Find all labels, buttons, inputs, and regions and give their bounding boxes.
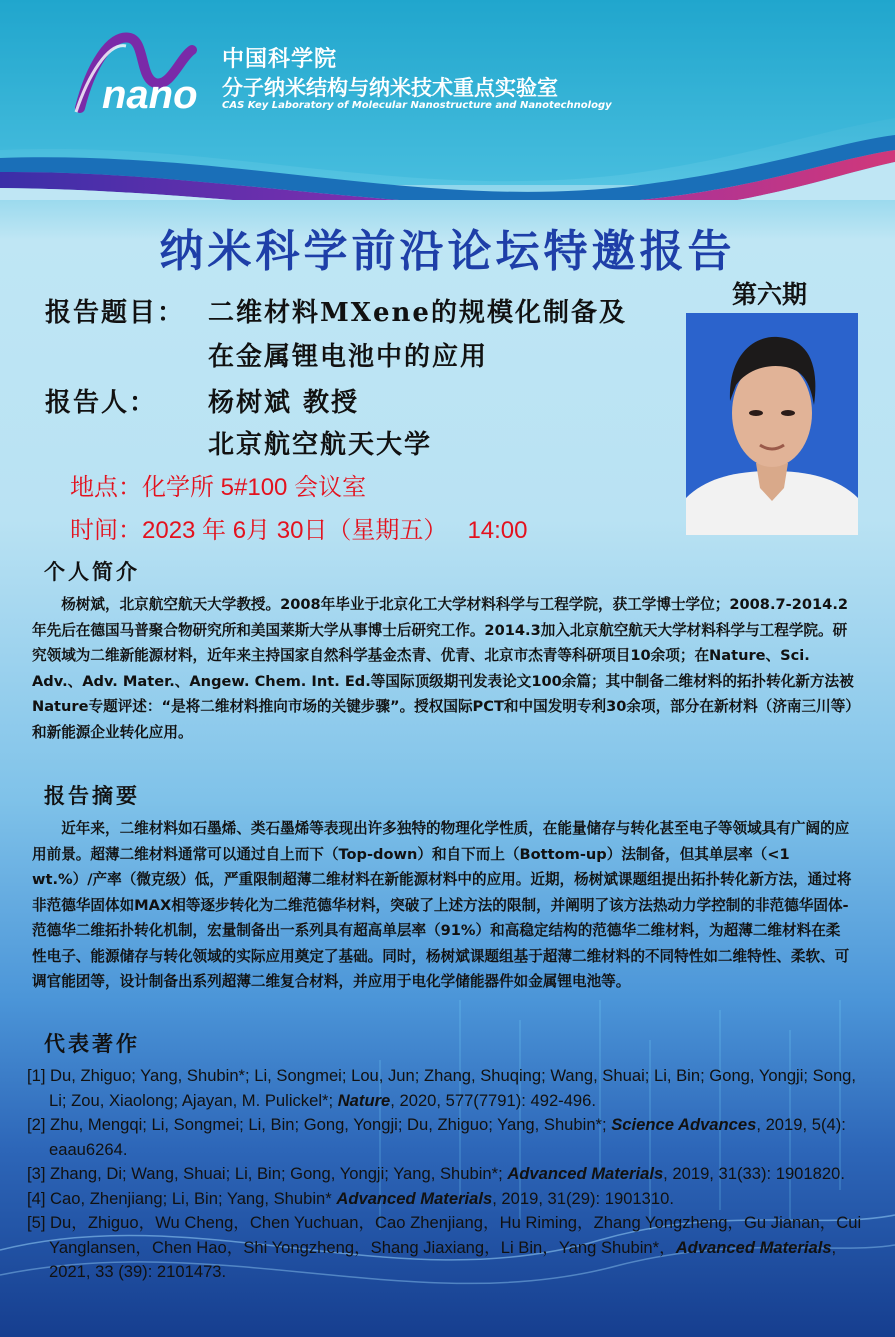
lab-name-en: CAS Key Laboratory of Molecular Nanostructure and Nanotechnology: [222, 100, 612, 111]
location-text: 地点：化学所 5#100 会议室: [70, 474, 367, 501]
publication-item: [4] Cao, Zhenjiang; Li, Bin; Yang, Shubin* Advanced Materials, 2019, 31(29): 1901310.: [27, 1188, 674, 1208]
nano-logo: [70, 28, 200, 118]
publications-heading: 代表著作: [44, 1031, 140, 1056]
publication-item: [3] Zhang, Di; Wang, Shuai; Li, Bin; Gong, Yongji; Yang, Shubin*; Advanced Materials, 2019, 31(33): 1901820.: [27, 1164, 845, 1183]
publication-list: [27, 1064, 867, 1285]
talk-title-label: 报告题目：: [45, 298, 186, 328]
speaker-name: 杨树斌 教授: [208, 388, 360, 418]
issue-label: 第六期: [732, 280, 808, 309]
publication-item: [1] Du, Zhiguo; Yang, Shubin*; Li, Songmei; Lou, Jun; Zhang, Shuqing; Wang, Shuai; Li, Bin; Gong, Yongji; Song, Li; Zou, Xiaolong; Ajayan, M. Pulickel*; Nature, 2020, 577(7791): 492-496.: [27, 1066, 857, 1110]
logo-text: nano: [102, 73, 198, 117]
bio-heading: 个人简介: [44, 559, 140, 584]
speaker-label: 报告人：: [45, 388, 158, 418]
institution-name: 中国科学院: [222, 47, 338, 72]
abstract-heading: 报告摘要: [44, 783, 140, 808]
bio-text: 杨树斌，北京航空航天大学教授。2008年毕业于北京化工大学材料科学与工程学院，获工学博士学位；2008.7-2014.2年先后在德国马普聚合物研究所和美国莱斯大学从事博士后研究工作。2014.3加入北京航空航天大学材料科学与工程学院。研究领域为二维新能源材料，近年来主持国家自然科学基金杰青、优青、北京市杰青等科研项目10余项；在Nature、Sci. Adv.、Adv. Mater.、Angew. Chem. Int. Ed.等国际顶级期刊发表论文100余篇；其中制备二维材料的拓扑转化新方法被Nature专题评述：“是将二维材料推向市场的关键步骤”。授权国际PCT和中国发明专利30余项，部分在新材料（济南三川等）和新能源企业转化应用。: [32, 596, 854, 741]
talk-title-line1: 二维材料MXene的规模化制备及: [208, 298, 627, 328]
time-text: 时间：2023 年 6月 30日（星期五） 14:00: [70, 517, 528, 544]
publication-item: [2] Zhu, Mengqi; Li, Songmei; Li, Bin; Gong, Yongji; Du, Zhiguo; Yang, Shubin*; Science Advances, 2019, 5(4): eaau6264.: [27, 1115, 846, 1159]
abstract-text: 近年来，二维材料如石墨烯、类石墨烯等表现出许多独特的物理化学性质，在能量储存与转化甚至电子等领域具有广阔的应用前景。超薄二维材料通常可以通过自上而下（Top-down）和自下而上（Bottom-up）法制备，但其单层率（<1 wt.%）/产率（微克级）低，严重限制超薄二维材料在新能源材料中的应用。近期，杨树斌课题组提出拓扑转化新方法，通过将非范德华固体如MAX相等逐步转化为二维范德华材料，突破了上述方法的限制，并阐明了该方法热动力学控制的非范德华固体-范德华二维拓扑转化机制，宏量制备出一系列具有超高单层率（91%）和高稳定结构的范德华二维材料，为超薄二维材料在柔性电子、能源储存与转化领域的实际应用奠定了基础。同时，杨树斌课题组基于超薄二维材料的不同特性如二维特性、柔软、可调官能团等，设计制备出系列超薄二维复合材料，并应用于电化学储能器件如金属锂电池等。: [32, 820, 852, 990]
talk-title-line2: 在金属锂电池中的应用: [208, 342, 489, 372]
speaker-photo: [686, 313, 858, 535]
poster-title: 纳米科学前沿论坛特邀报告: [159, 226, 736, 277]
lab-name: 分子纳米结构与纳米技术重点实验室: [222, 76, 558, 100]
publication-item: [5] Du，Zhiguo，Wu Cheng，Chen Yuchuan，Cao Zhenjiang，Hu Riming，Zhang Yongzheng，Gu Jianan，Cui Yanglansen，Chen Hao，Shi Yongzheng，Shang Jiaxiang，Li Bin，Yang Shubin*，Advanced Materials, 2021, 33 (39): 2101473.: [27, 1213, 862, 1281]
speaker-affiliation: 北京航空航天大学: [208, 430, 433, 460]
